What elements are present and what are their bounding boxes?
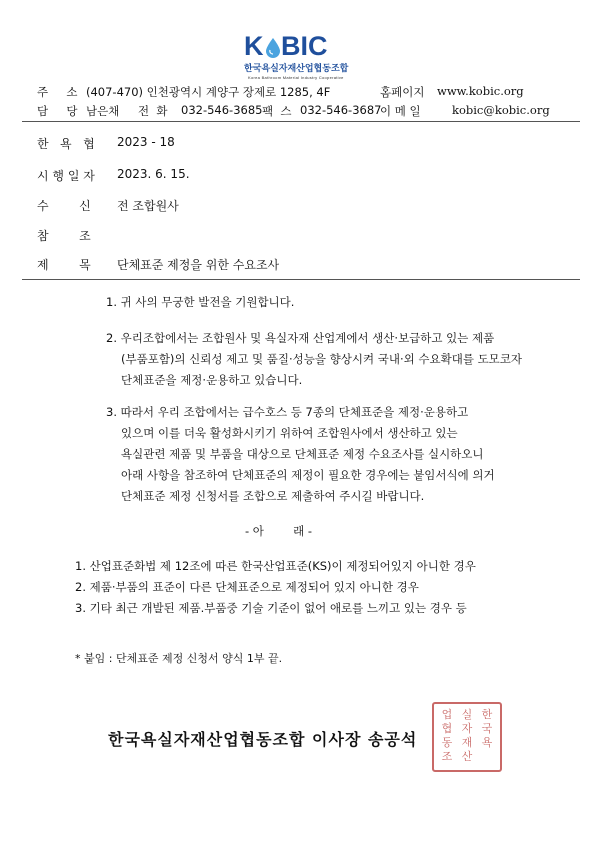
seal-glyphs: 한국욕	[481, 708, 493, 749]
email-link[interactable]: kobic@kobic.org	[452, 103, 550, 117]
logo-org-name-en: Korea Bathroom Material Industry Cooperative	[248, 75, 344, 80]
signature-line: 한국욕실자재산업협동조합 이사장 송공석	[108, 730, 418, 749]
fax-number: 032-546-3687	[300, 103, 382, 117]
address-text: (407-470) 인천광역시 계양구 장제로 1285, 4F	[86, 85, 331, 99]
phone-label: 전 화	[138, 104, 168, 118]
date-label: 시 행 일 자	[37, 169, 95, 183]
email-label: 이 메 일	[380, 104, 421, 118]
paragraph-1: 1. 귀 사의 무궁한 발전을 기원합니다.	[106, 295, 295, 309]
seal-glyphs: 실자재산	[461, 708, 473, 763]
ref-label: 참 조	[37, 229, 91, 243]
conditions-list	[75, 556, 476, 619]
paragraph-3-line: 3. 따라서 우리 조합에서는 급수호스 등 7종의 단체표준을 제정·운용하고	[106, 405, 469, 419]
contact-name: 남은채	[86, 104, 120, 118]
to-recipient: 전 조합원사	[117, 199, 179, 213]
fax-label: 팩 스	[262, 104, 292, 118]
doc-no-label: 한 욕 협	[37, 137, 95, 151]
paragraph-3-line: 욕실관련 제품 및 부품을 대상으로 단체표준 제정 수요조사를 실시하오니	[121, 447, 484, 461]
paragraph-3	[106, 402, 495, 507]
header-address-row	[37, 84, 78, 100]
water-drop-icon	[265, 37, 281, 59]
doc-no: 2023 - 18	[117, 135, 175, 149]
address-label: 주 소	[37, 85, 78, 99]
meta-divider	[22, 279, 580, 280]
date: 2023. 6. 15.	[117, 167, 190, 181]
paragraph-2-line: (부품포함)의 신뢰성 제고 및 품질·성능을 향상시켜 국내·외 수요확대를 도모코자	[121, 352, 523, 366]
homepage-link[interactable]: www.kobic.org	[437, 84, 524, 98]
seal-glyphs: 업협동조	[441, 708, 453, 763]
logo-org-name-kr: 한국욕실자재산업협동조합	[244, 64, 349, 74]
list-item: 1. 산업표준화법 제 12조에 따른 한국산업표준(KS)이 제정되어있지 아니한 경우	[75, 559, 476, 573]
header-divider	[22, 121, 580, 122]
to-label: 수 신	[37, 199, 91, 213]
list-item: 2. 제품·부품의 표준이 다른 단체표준으로 제정되어 있지 아니한 경우	[75, 580, 419, 594]
below-heading: - 아 래 -	[245, 524, 313, 538]
paragraph-2	[106, 328, 522, 391]
subject: 단체표준 제정을 위한 수요조사	[117, 258, 280, 272]
logo-bic: BIC	[281, 31, 328, 61]
kobic-logo	[244, 33, 356, 81]
paragraph-3-line: 아래 사항을 참조하여 단체표준의 제정이 필요한 경우에는 붙임서식에 의거	[121, 468, 495, 482]
attachment-note: * 붙임 : 단체표준 제정 신청서 양식 1부 끝.	[75, 652, 283, 665]
logo-k: K	[244, 31, 264, 61]
list-item: 3. 기타 최근 개발된 제품.부품중 기술 기준이 없어 애로를 느끼고 있는 경우 등	[75, 601, 467, 615]
subject-label: 제 목	[37, 258, 91, 272]
homepage-label: 홈페이지	[380, 85, 425, 99]
paragraph-3-line: 단체표준 제정 신청서를 조합으로 제출하여 주시길 바랍니다.	[121, 489, 425, 503]
official-seal-stamp	[432, 702, 502, 772]
paragraph-2-line: 2. 우리조합에서는 조합원사 및 욕실자재 산업계에서 생산·보급하고 있는 제품	[106, 331, 495, 345]
phone-number: 032-546-3685	[181, 103, 263, 117]
contact-label: 담 당	[37, 104, 78, 118]
paragraph-2-line: 단체표준을 제정·운용하고 있습니다.	[121, 373, 303, 387]
paragraph-3-line: 있으며 이를 더욱 활성화시키기 위하여 조합원사에서 생산하고 있는	[121, 426, 458, 440]
